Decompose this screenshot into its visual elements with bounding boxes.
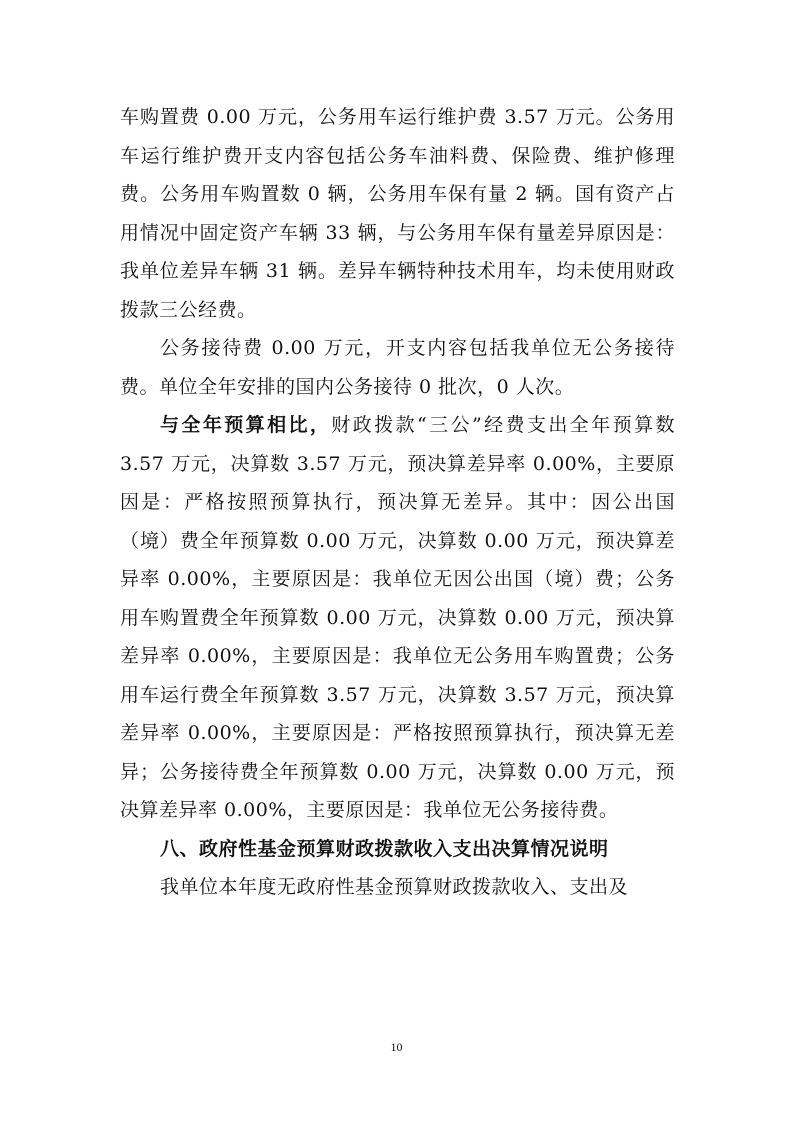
- budget-comparison-body: 财政拨款“三公”经费支出全年预算数 3.57 万元，决算数 3.57 万元，预决算差异率 0.00%，主要原因是：严格按照预算执行，预决算无差异。其中：因公出国（境）费全年预算数 0.00 万元，决算数 0.00 万元，预决算差异率 0.00%，主要原因是：我单位无因公出国（境）费；公务用车购置费全年预算数 0.00 万元，决算数 0.00 万元，预决算差异率 0.00%，主要原因是：我单位无公务用车购置费；公务用车运行费全年预算数 3.57 万元，决算数 3.57 万元，预决算差异率 0.00%，主要原因是：严格按照预算执行，预决算无差异；公务接待费全年预算数 0.00 万元，决算数 0.00 万元，预决算差异率 0.00%，主要原因是：我单位无公务接待费。: [120, 414, 675, 821]
- page-number: 10: [390, 1040, 403, 1054]
- budget-comparison-lead: 与全年预算相比，: [160, 414, 332, 436]
- paragraph-budget-comparison: [120, 406, 675, 830]
- paragraph-vehicle-expenses: 车购置费 0.00 万元，公务用车运行维护费 3.57 万元。公务用车运行维护费开支内容包括公务车油料费、保险费、维护修理费。公务用车购置数 0 辆，公务用车保有量 2 辆。国有资产占用情况中固定资产车辆 33 辆，与公务用车保有量差异原因是：我单位差异车辆 31 辆。差异车辆特种技术用车，均未使用财政拨款三公经费。: [120, 106, 675, 321]
- section-eight-heading: 八、政府性基金预算财政拨款收入支出决算情况说明: [160, 837, 609, 860]
- paragraph-reception-expenses: 公务接待费 0.00 万元，开支内容包括我单位无公务接待费。单位全年安排的国内公务接待 0 批次，0 人次。: [120, 337, 675, 398]
- paragraph-section-eight: 我单位本年度无政府性基金预算财政拨款收入、支出及: [160, 876, 629, 898]
- page-body: [120, 98, 675, 907]
